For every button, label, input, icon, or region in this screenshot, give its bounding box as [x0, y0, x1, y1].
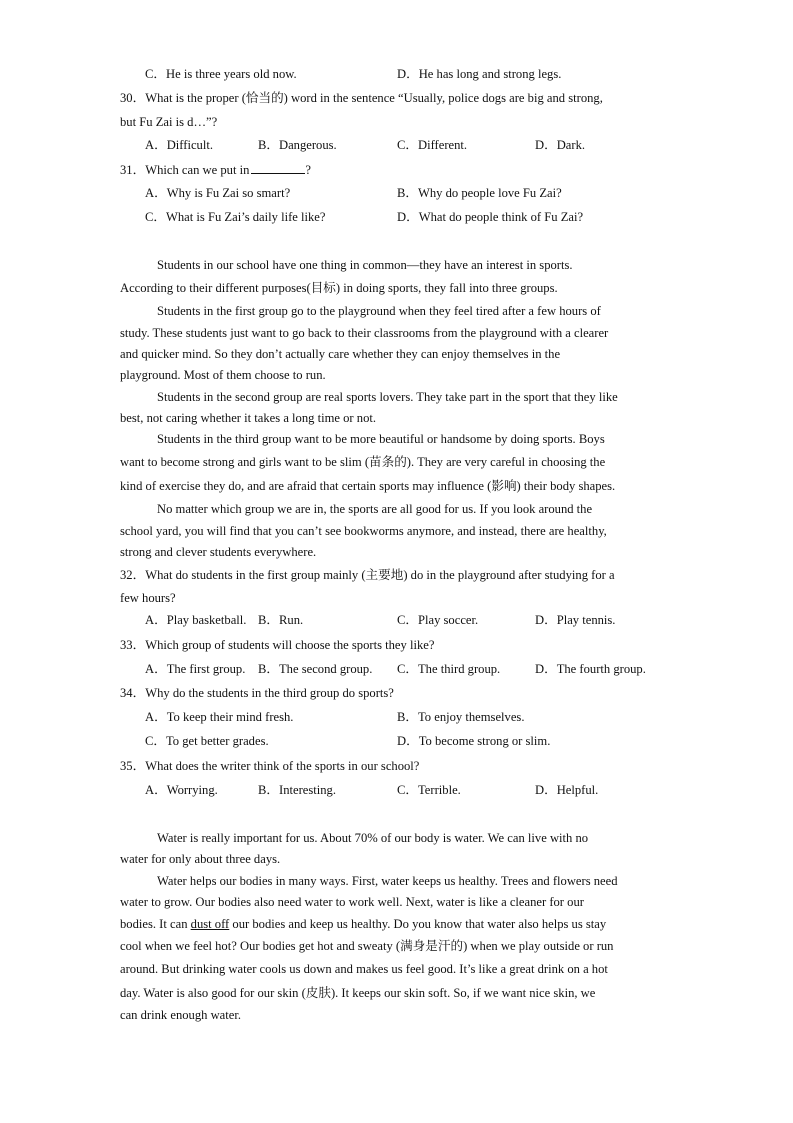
q31-option-c: C．What is Fu Zai’s daily life like? — [145, 210, 326, 224]
passage2-p5-line1: No matter which group we are in, the sports are all good for us. If you look around the — [157, 502, 593, 516]
q33-option-a: A．The first group. — [145, 662, 246, 676]
passage2-p2-line1: Students in the first group go to the playground when they feel tired after a few hours of — [157, 304, 601, 318]
passage2-p1-line2: According to their different purposes(目标) in doing sports, they fall into three groups. — [120, 281, 558, 295]
passage2-p4-line3: kind of exercise they do, and are afraid that certain sports may influence (影响) their body shapes. — [120, 479, 616, 493]
q34-option-c: C．To get better grades. — [145, 734, 269, 748]
passage2-p2-line2: study. These students just want to go back to their classrooms from the playground with a clearer — [120, 326, 609, 340]
passage2-p2-line4: playground. Most of them choose to run. — [120, 368, 326, 382]
q35-option-c: C．Terrible. — [397, 783, 461, 797]
passage2-p3-line2: best, not caring whether it takes a long time or not. — [120, 411, 377, 425]
passage3-p2-line3 — [120, 917, 606, 933]
q32-option-c: C．Play soccer. — [397, 613, 479, 627]
q35-option-a: A．Worrying. — [145, 783, 218, 797]
passage2-p4-line2: want to become strong and girls want to be slim (苗条的). They are very careful in choosing the — [120, 455, 606, 469]
q32-stem-line2: few hours? — [120, 591, 176, 605]
q34-option-d: D．To become strong or slim. — [397, 734, 551, 748]
q34-stem: 34．Why do the students in the third group do sports? — [120, 686, 394, 700]
q35-option-b: B．Interesting. — [258, 783, 336, 797]
passage3-p1-line2: water for only about three days. — [120, 852, 281, 866]
passage2-p5-line2: school yard, you will find that you can’t see bookworms anymore, and instead, there are healthy, — [120, 524, 607, 538]
passage3-p2-line2: water to grow. Our bodies also need water to work well. Next, water is like a cleaner for our — [120, 895, 584, 909]
q31-stem-end: ? — [305, 163, 311, 177]
q33-stem: 33．Which group of students will choose the sports they like? — [120, 638, 435, 652]
passage2-p2-line3: and quicker mind. So they don’t actually care whether they can enjoy themselves in the — [120, 347, 561, 361]
passage3-p2-line1: Water helps our bodies in many ways. First, water keeps us healthy. Trees and flowers need — [157, 874, 618, 888]
q32-stem-line1: 32．What do students in the first group mainly (主要地) do in the playground after studying for a — [120, 568, 615, 582]
q30-option-c: C．Different. — [397, 138, 468, 152]
q33-option-c: C．The third group. — [397, 662, 501, 676]
q31-stem-text: 31．Which can we put in — [120, 163, 250, 177]
q31-answer-blank — [251, 162, 305, 174]
q31-option-a: A．Why is Fu Zai so smart? — [145, 186, 291, 200]
q32-option-a: A．Play basketball. — [145, 613, 247, 627]
q30-stem-line2: but Fu Zai is d…”? — [120, 115, 218, 129]
q31-stem — [120, 162, 311, 179]
passage3-p2-line4: cool when we feel hot? Our bodies get hot and sweaty (满身是汗的) when we play outside or run — [120, 939, 614, 953]
q33-option-d: D．The fourth group. — [535, 662, 646, 676]
q31-option-d: D．What do people think of Fu Zai? — [397, 210, 584, 224]
q32-option-d: D．Play tennis. — [535, 613, 616, 627]
passage3-p2-line6: day. Water is also good for our skin (皮肤). It keeps our skin soft. So, if we want nice skin, we — [120, 986, 596, 1000]
passage2-p3-line1: Students in the second group are real sports lovers. They take part in the sport that they like — [157, 390, 618, 404]
q35-stem: 35．What does the writer think of the sports in our school? — [120, 759, 420, 773]
q33-option-b: B．The second group. — [258, 662, 373, 676]
q34-option-b: B．To enjoy themselves. — [397, 710, 525, 724]
passage2-p1-line1: Students in our school have one thing in common—they have an interest in sports. — [157, 258, 573, 272]
q30-stem-line1: 30．What is the proper (恰当的) word in the sentence “Usually, police dogs are big and strong, — [120, 91, 603, 105]
q35-option-d: D．Helpful. — [535, 783, 599, 797]
q32-option-b: B．Run. — [258, 613, 304, 627]
q30-option-b: B．Dangerous. — [258, 138, 337, 152]
passage3-p2-line3-end: our bodies and keep us healthy. Do you know that water also helps us stay — [229, 917, 607, 931]
q29-option-d: D．He has long and strong legs. — [397, 67, 562, 81]
q30-option-d: D．Dark. — [535, 138, 586, 152]
passage2-p4-line1: Students in the third group want to be more beautiful or handsome by doing sports. Boys — [157, 432, 605, 446]
passage3-p2-line5: around. But drinking water cools us down and makes us feel good. It’s like a great drink on a hot — [120, 962, 608, 976]
underlined-phrase: dust off — [190, 917, 230, 931]
q29-option-c: C．He is three years old now. — [145, 67, 297, 81]
q34-option-a: A．To keep their mind fresh. — [145, 710, 294, 724]
passage3-p2-line7: can drink enough water. — [120, 1008, 241, 1022]
q31-option-b: B．Why do people love Fu Zai? — [397, 186, 562, 200]
q30-option-a: A．Difficult. — [145, 138, 213, 152]
passage3-p1-line1: Water is really important for us. About 70% of our body is water. We can live with no — [157, 831, 589, 845]
passage3-p2-line3-start: bodies. It can — [120, 917, 191, 931]
passage2-p5-line3: strong and clever students everywhere. — [120, 545, 317, 559]
